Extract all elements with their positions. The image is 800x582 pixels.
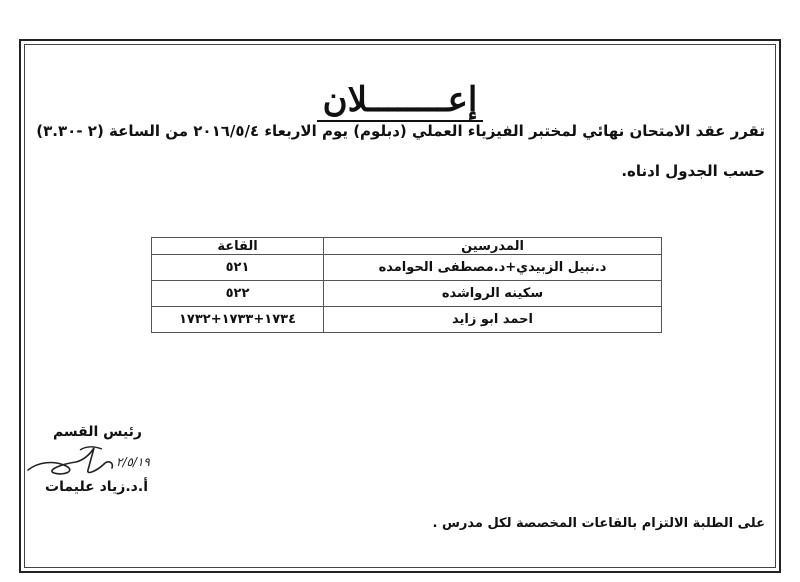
room-cell: ٥٢٢ [152, 281, 324, 307]
announcement-title-text: إعــــــــلان [317, 80, 484, 122]
signatory-name: أ.د.زياد عليمات [45, 479, 148, 495]
announcement-title [0, 80, 800, 120]
table-header-row [152, 238, 662, 255]
header-teachers: المدرسين [324, 238, 662, 255]
teacher-cell: احمد ابو زايد [324, 307, 662, 333]
exam-rooms-table [151, 237, 662, 333]
signature-date: ٢/٥/١٩ [116, 455, 150, 469]
announcement-body-line-1: تقرر عقد الامتحان نهائي لمختبر الفيزياء العملي (دبلوم) يوم الاربعاء ٢٠١٦/٥/٤ من الساعة (٢ -٣.٣٠) [36, 122, 765, 140]
handwritten-signature [24, 440, 154, 482]
teacher-cell: سكينه الرواشده [324, 281, 662, 307]
table-row [152, 255, 662, 281]
students-note: على الطلبة الالتزام بالقاعات المخصصة لكل مدرس . [432, 516, 765, 531]
header-room: القاعة [152, 238, 324, 255]
teacher-cell: د.نبيل الزبيدي+د.مصطفى الحوامده [324, 255, 662, 281]
table-row [152, 281, 662, 307]
table-row [152, 307, 662, 333]
room-cell: ٥٢١ [152, 255, 324, 281]
room-cell: ١٧٣٤+١٧٣٣+١٧٣٢ [152, 307, 324, 333]
announcement-body-line-2: حسب الجدول ادناه. [621, 162, 765, 180]
signatory-title: رئيس القسم [52, 424, 142, 440]
